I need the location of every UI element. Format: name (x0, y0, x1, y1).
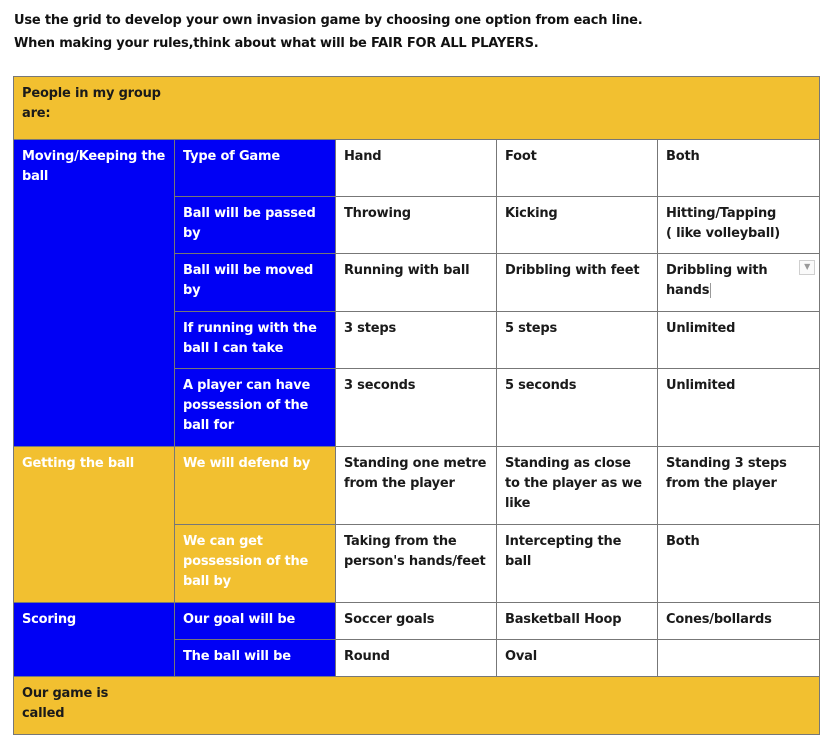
group-row (14, 77, 820, 140)
option-cell[interactable] (658, 640, 820, 677)
row-label: Ball will be moved by (175, 254, 336, 312)
game-name-cell[interactable] (14, 677, 820, 735)
option-cell[interactable]: 3 steps (336, 312, 497, 369)
option-cell[interactable]: Intercepting the ball (497, 525, 658, 603)
option-text: Dribbling with hands (666, 263, 768, 298)
row-label: The ball will be (175, 640, 336, 677)
chevron-down-icon[interactable]: ▼ (799, 260, 815, 275)
option-cell[interactable]: Standing 3 steps from the player (658, 447, 820, 525)
option-cell[interactable]: Hand (336, 140, 497, 197)
option-cell[interactable]: Standing one metre from the player (336, 447, 497, 525)
option-cell[interactable]: Cones/bollards (658, 603, 820, 640)
row-label: We can get possession of the ball by (175, 525, 336, 603)
option-cell[interactable]: Taking from the person's hands/feet (336, 525, 497, 603)
option-cell[interactable]: Both (658, 525, 820, 603)
option-cell[interactable]: Throwing (336, 197, 497, 254)
option-cell[interactable]: Oval (497, 640, 658, 677)
option-cell[interactable]: Unlimited (658, 312, 820, 369)
game-name-row (14, 677, 820, 735)
row-label: We will defend by (175, 447, 336, 525)
option-cell[interactable]: Hitting/Tapping ( like volleyball) (658, 197, 820, 254)
group-label: People in my group are: (22, 86, 161, 121)
text-cursor (710, 283, 711, 298)
option-cell[interactable]: Round (336, 640, 497, 677)
row-label: Our goal will be (175, 603, 336, 640)
instruction-line-2: When making your rules,think about what will be FAIR FOR ALL PLAYERS. (14, 36, 539, 51)
option-cell[interactable]: Soccer goals (336, 603, 497, 640)
option-cell[interactable]: 5 seconds (497, 369, 658, 447)
row-label: A player can have possession of the ball for (175, 369, 336, 447)
section-moving: Moving/Keeping the ball (14, 140, 175, 447)
table-row (14, 140, 820, 197)
row-label: Type of Game (175, 140, 336, 197)
game-options-grid (13, 76, 820, 735)
option-cell[interactable]: Foot (497, 140, 658, 197)
option-cell[interactable]: 3 seconds (336, 369, 497, 447)
option-cell[interactable]: Kicking (497, 197, 658, 254)
row-label: Ball will be passed by (175, 197, 336, 254)
row-label: If running with the ball I can take (175, 312, 336, 369)
option-cell[interactable]: Running with ball (336, 254, 497, 312)
instructions (14, 9, 819, 55)
instruction-line-1: Use the grid to develop your own invasion game by choosing one option from each line. (14, 13, 643, 28)
option-cell[interactable]: Both (658, 140, 820, 197)
option-cell[interactable]: Unlimited (658, 369, 820, 447)
game-name-label: Our game is called (22, 686, 109, 721)
group-members-cell[interactable] (14, 77, 820, 140)
option-cell-active[interactable] (658, 254, 820, 312)
option-cell[interactable]: Standing as close to the player as we like (497, 447, 658, 525)
option-cell[interactable]: Dribbling with feet (497, 254, 658, 312)
table-row (14, 447, 820, 525)
table-row (14, 603, 820, 640)
option-cell[interactable]: Basketball Hoop (497, 603, 658, 640)
section-scoring: Scoring (14, 603, 175, 677)
option-cell[interactable]: 5 steps (497, 312, 658, 369)
section-getting: Getting the ball (14, 447, 175, 603)
